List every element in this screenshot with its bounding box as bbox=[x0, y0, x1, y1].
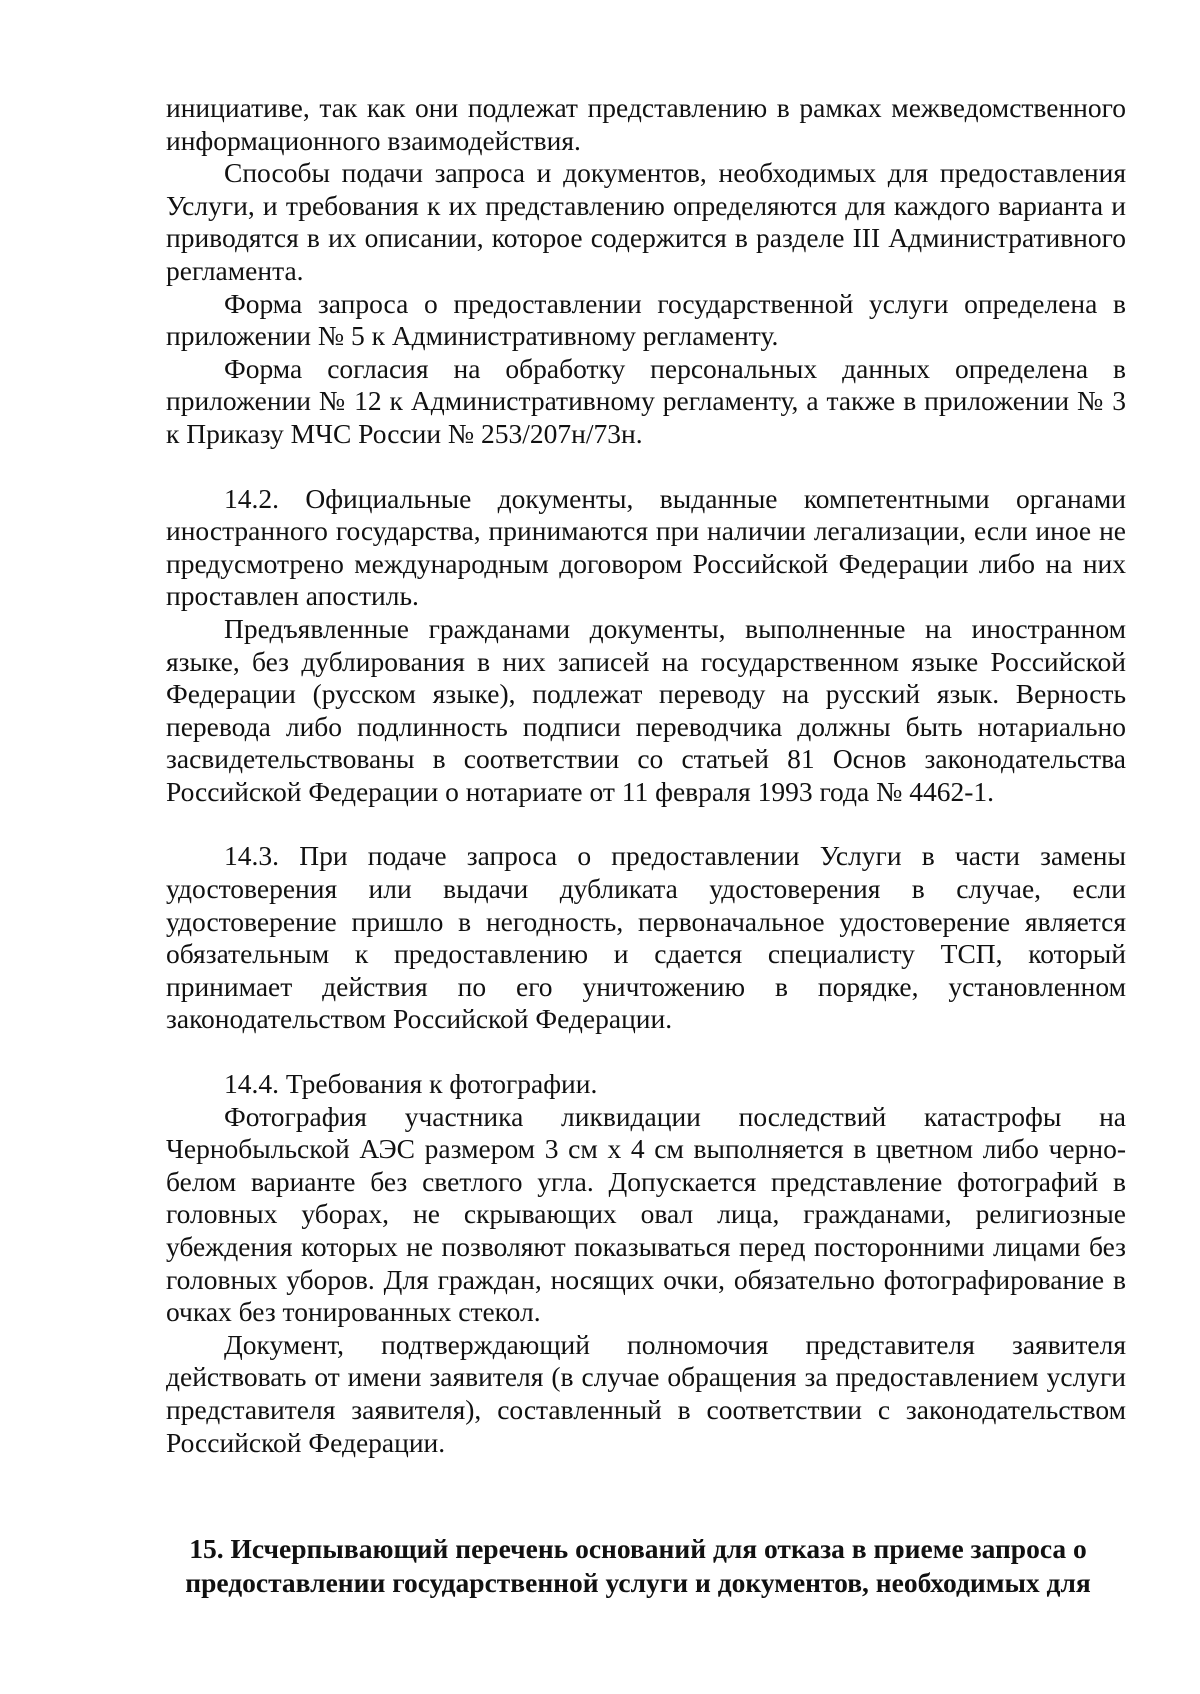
section-15-heading-line-2: предоставлении государственной услуги и документов, необходимых для bbox=[185, 1567, 1091, 1598]
paragraph-continuation: инициативе, так как они подлежат представлению в рамках межведомственного информационного взаимодействия. bbox=[166, 92, 1126, 156]
paragraph-photo-requirements: Фотография участника ликвидации последствий катастрофы на Чернобыльской АЭС размером 3 см х 4 см выполняется в цветном либо черно-белом варианте без светлого угла. Допускается представление фотографий в головных уборах, не скрывающих овал лица, гражданами, религиозные убеждения которых не позволяют показываться перед посторонними лицами без головных уборов. Для граждан, носящих очки, обязательно фотографирование в очках без тонированных стекол. bbox=[166, 1100, 1126, 1328]
paragraph-gap bbox=[166, 451, 1126, 483]
paragraph-14-2: 14.2. Официальные документы, выданные компетентными органами иностранного государства, принимаются при наличии легализации, если иное не предусмотрено международным договором Российской Федерации либо на них проставлен апостиль. bbox=[166, 482, 1126, 612]
paragraph-gap bbox=[166, 808, 1126, 840]
paragraph-foreign-language-docs: Предъявленные гражданами документы, выполненные на иностранном языке, без дублирования в них записей на государственном языке Российской Федерации (русском языке), подлежат переводу на русский язык. Верность перевода либо подлинность подписи переводчика должны быть нотариально засвидетельствованы в соответствии со статьей 81 Основ законодательства Российской Федерации о нотариате от 11 февраля 1993 года № 4462-1. bbox=[166, 612, 1126, 807]
paragraph-14-4-title: 14.4. Требования к фотографии. bbox=[224, 1068, 598, 1100]
paragraph-submission-methods: Способы подачи запроса и документов, необходимых для предоставления Услуги, и требования к их представлению определяются для каждого варианта и приводятся в их описании, которое содержится в разделе III Административного регламента. bbox=[166, 157, 1126, 286]
paragraph-14-3: 14.3. При подаче запроса о предоставлении Услуги в части замены удостоверения или выдачи дубликата удостоверения в случае, если удостоверение пришло в негодность, первоначальное удостоверение является обязательным к предоставлению и сдается специалисту ТСП, который принимает действия по его уничтожению в порядке, установленном законодательством Российской Федерации. bbox=[166, 840, 1126, 1035]
section-15-heading bbox=[150, 1532, 1126, 1600]
paragraph-request-form: Форма запроса о предоставлении государственной услуги определена в приложении № 5 к Административному регламенту. bbox=[166, 287, 1126, 352]
paragraph-representative-document: Документ, подтверждающий полномочия представителя заявителя действовать от имени заявителя (в случае обращения за предоставлением услуги представителя заявителя), составленный в соответствии с законодательством Российской Федерации. bbox=[166, 1328, 1126, 1458]
paragraph-gap bbox=[166, 1036, 1126, 1068]
section-15-heading-line-1: 15. Исчерпывающий перечень оснований для отказа в приеме запроса о bbox=[189, 1533, 1087, 1564]
paragraph-consent-form: Форма согласия на обработку персональных данных определена в приложении № 12 к Административному регламенту, а также в приложении № 3 к Приказу МЧС России № 253/207н/73н. bbox=[166, 352, 1126, 449]
body-text bbox=[166, 92, 1126, 1459]
